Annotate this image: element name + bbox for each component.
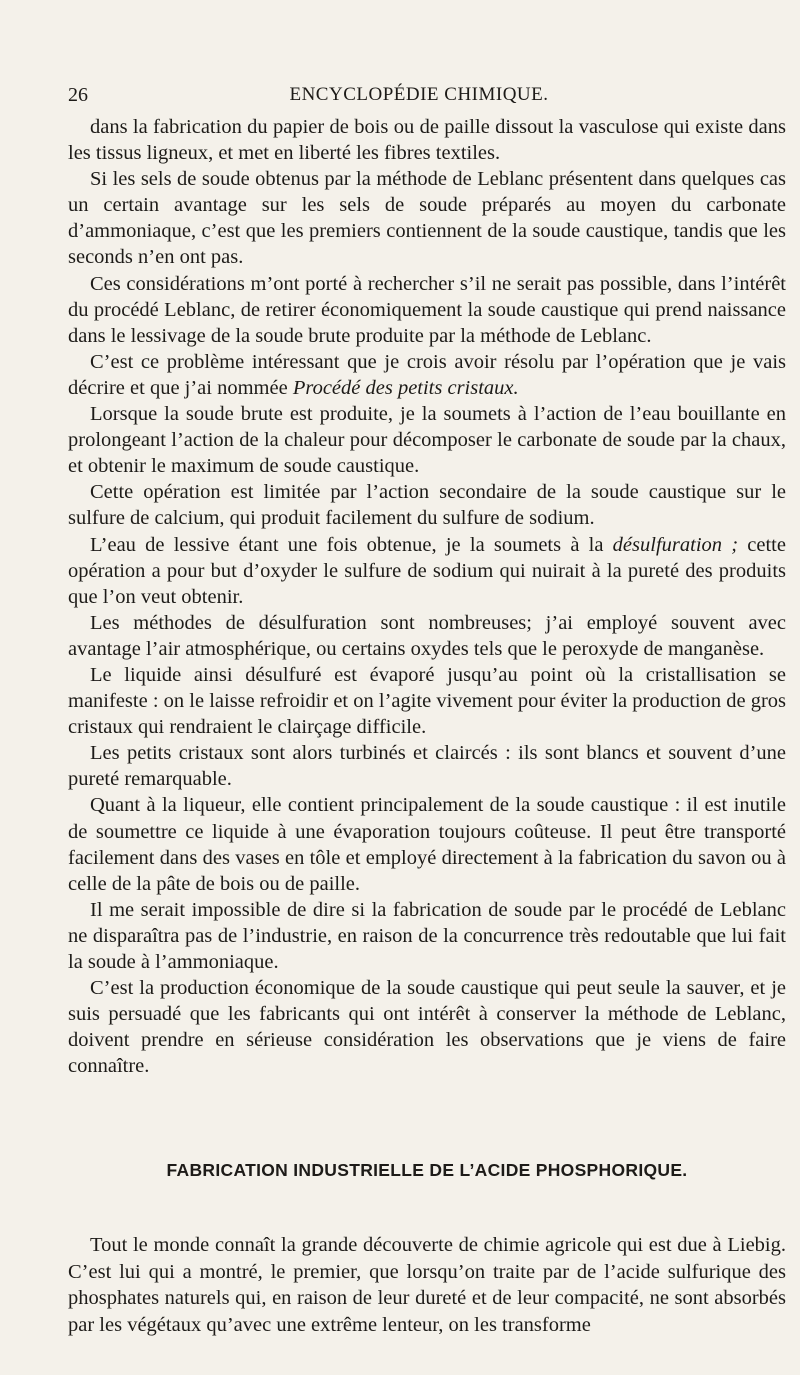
paragraph (68, 662, 786, 740)
paragraph-text: Le liquide ainsi désulfuré est évaporé jusqu’au point où la cristallisation se manifeste : on le laisse refroidir et on l’agite vivement pour éviter la production de gros cristaux qui rendraient le clairçage difficile. (68, 663, 786, 739)
section-body (68, 1232, 786, 1338)
paragraph-text: Il me serait impossible de dire si la fabrication de soude par le procédé de Leblanc ne disparaîtra pas de l’industrie, en raison de la concurrence très redoutable que lui fait la soude à l’ammoniaque. (68, 898, 786, 973)
paragraph-text: L’eau de lessive étant une fois obtenue, je la soumets à la (90, 533, 613, 556)
paragraph-text: dans la fabrication du papier de bois ou de paille dissout la vasculose qui existe dans les tissus ligneux, et met en liberté les fibres textiles. (68, 116, 786, 165)
paragraph-text: Ces considérations m’ont porté à rechercher s’il ne serait pas possible, dans l’intérêt du procédé Leblanc, de retirer économiquement la soude caustique qui prend naissance dans le lessivage de la soude brute produite par la méthode de Leblanc. (68, 272, 786, 347)
body-text (68, 114, 786, 1079)
paragraph (68, 401, 786, 479)
paragraph-text: Si les sels de soude obtenus par la méthode de Leblanc présentent dans quelques cas un certain avantage sur les sels de soude préparés au moyen du carbonate d’ammoniaque, c’est que les premiers contiennent de la soude caustique, tandis que les seconds n’en ont pas. (68, 168, 786, 269)
paragraph (68, 740, 786, 792)
paragraph (68, 349, 786, 401)
paragraph (68, 114, 786, 166)
paragraph-text: Les petits cristaux sont alors turbinés et claircés : ils sont blancs et souvent d’une pureté remarquable. (68, 742, 786, 791)
paragraph-text: Quant à la liqueur, elle contient principalement de la soude caustique : il est inutile de soumettre ce liquide à une évaporation toujours coûteuse. Il peut être transporté facilement dans des vases en tôle et employé directement à la fabrication du savon ou à celle de la pâte de bois ou de paille. (68, 794, 786, 895)
paragraph-emphasis: Procédé des petits cristaux. (292, 376, 519, 399)
paragraph (68, 792, 786, 896)
paragraph-text: Cette opération est limitée par l’action secondaire de la soude caustique sur le sulfure de calcium, qui produit facilement du sulfure de sodium. (68, 481, 786, 530)
paragraph-text: C’est la production économique de la soude caustique qui peut seule la sauver, et je suis persuadé que les fabricants qui ont intérêt à conserver la méthode de Leblanc, doivent prendre en sérieuse considération les observations que je viens de faire connaître. (68, 977, 786, 1078)
paragraph (68, 897, 786, 975)
paragraph (68, 610, 786, 662)
running-head: ENCYCLOPÉDIE CHIMIQUE. (289, 84, 549, 105)
paragraph (68, 479, 786, 531)
paragraph-text: Les méthodes de désulfuration sont nombreuses; j’ai employé souvent avec avantage l’air atmosphérique, ou certains oxydes tels que le peroxyde de manganèse. (68, 611, 786, 660)
paragraph (68, 532, 786, 610)
paragraph-text-continued: cette opération a pour but d’oxyder le sulfure de sodium qui nuirait à la pureté des produits que l’on veut obtenir. (68, 533, 786, 608)
page-number: 26 (68, 84, 88, 106)
paragraph (68, 975, 786, 1079)
paragraph (68, 166, 786, 270)
paragraph-emphasis: désulfuration ; (612, 533, 739, 556)
paragraph (68, 271, 786, 349)
paragraph-text: C’est ce problème intéressant que je crois avoir résolu par l’opération que je vais décrire et que j’ai nommée (68, 350, 786, 399)
section-paragraph: Tout le monde connaît la grande découverte de chimie agricole qui est due à Liebig. C’est lui qui a montré, le premier, que lorsqu’on traite par de l’acide sulfurique des phosphates naturels qui, en raison de leur dureté et de leur compacité, ne sont absorbés par les végétaux qu’avec une extrême lenteur, on les transforme (68, 1234, 786, 1336)
page-header (68, 84, 770, 114)
section-title: FABRICATION INDUSTRIELLE DE L’ACIDE PHOSPHORIQUE. (166, 1160, 688, 1180)
paragraph-text: Lorsque la soude brute est produite, je la soumets à l’action de l’eau bouillante en prolongeant l’action de la chaleur pour décomposer le carbonate de soude par la chaux, et obtenir le maximum de soude caustique. (68, 403, 786, 478)
